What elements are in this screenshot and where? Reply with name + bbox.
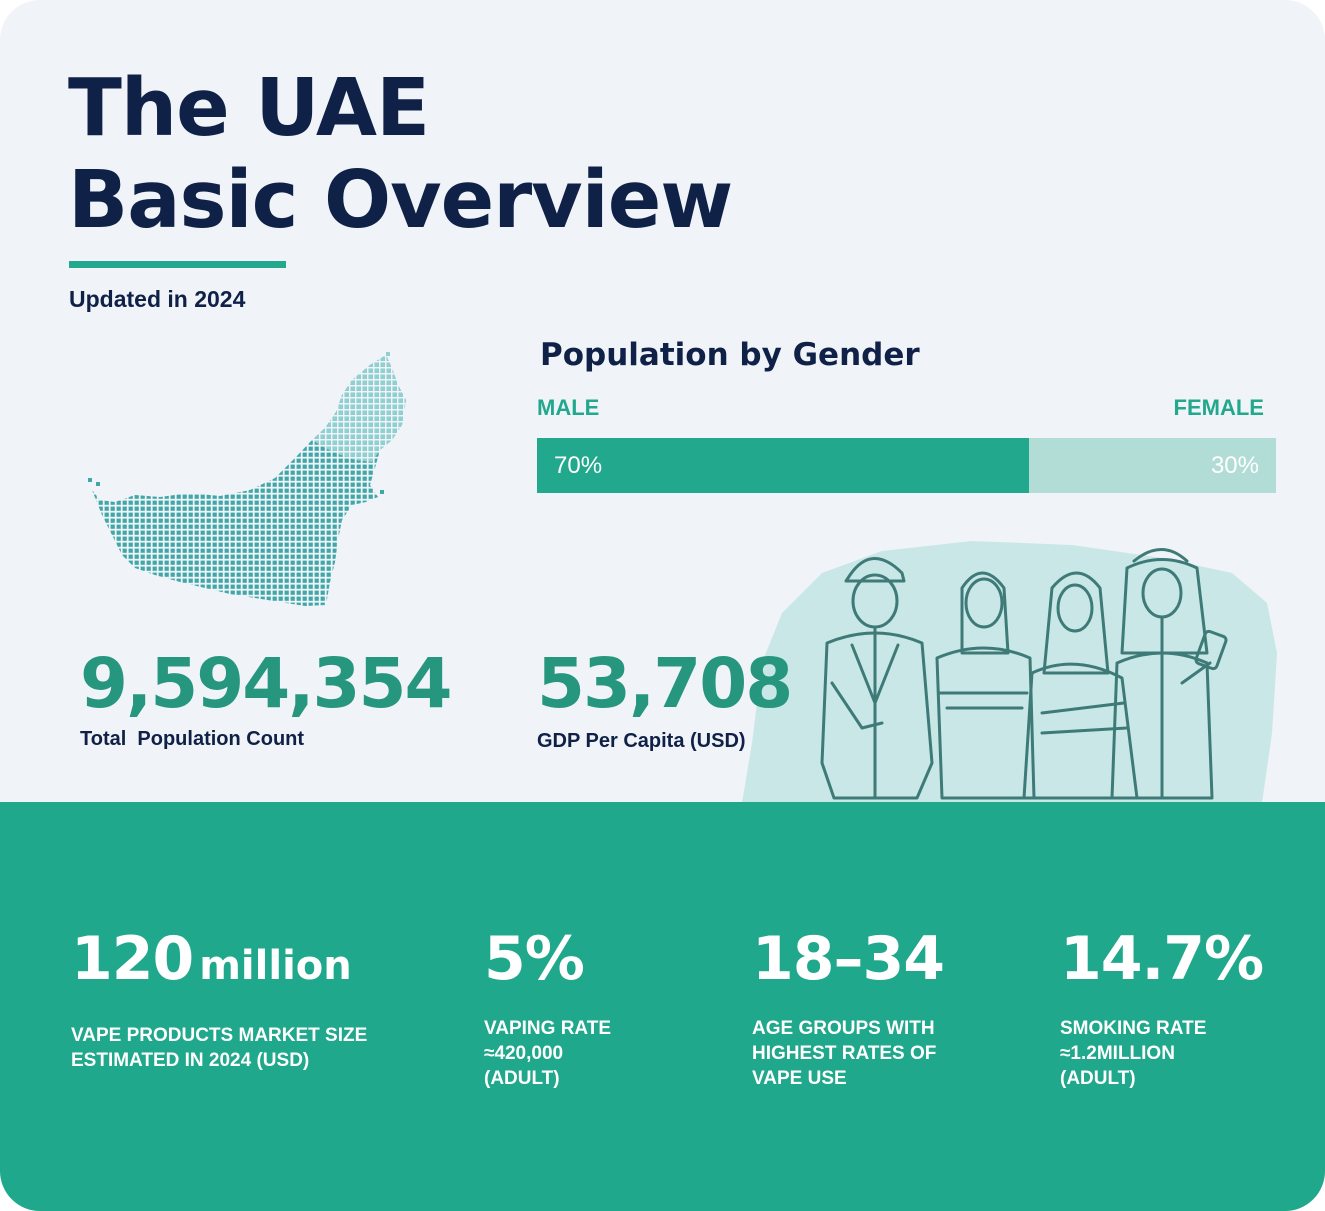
title-line-1: The UAE [68, 62, 430, 154]
male-label: MALE [537, 395, 600, 420]
stats-panel [0, 802, 1325, 1211]
stat-desc-line: ESTIMATED IN 2024 (USD) [71, 1050, 310, 1071]
stat-desc-line: VAPE USE [752, 1068, 847, 1089]
updated-date: Updated in 2024 [69, 286, 246, 312]
stat-desc [71, 1023, 367, 1073]
stat-desc-line: AGE GROUPS WITH [752, 1018, 935, 1039]
stat-value: 5% [484, 924, 584, 994]
stat-desc [1060, 1016, 1263, 1091]
male-value: 70% [554, 452, 603, 479]
stat-value: 14.7% [1060, 924, 1264, 994]
page-title [68, 62, 732, 246]
stat-value: 18–34 [752, 924, 944, 994]
female-label: FEMALE [1173, 395, 1264, 420]
stat-desc-line: HIGHEST RATES OF [752, 1043, 937, 1064]
gender-bar [537, 438, 1276, 493]
gdp-label: GDP Per Capita (USD) [537, 730, 746, 752]
stat-desc [752, 1016, 944, 1091]
title-underline [69, 261, 286, 268]
female-value: 30% [1210, 452, 1259, 479]
stat-desc-line: VAPE PRODUCTS MARKET SIZE [71, 1025, 368, 1046]
stat-desc-line: (ADULT) [1060, 1068, 1136, 1089]
population-label: Total Population Count [80, 728, 305, 750]
title-line-2: Basic Overview [68, 154, 733, 246]
stat-desc [484, 1016, 611, 1091]
gdp-value: 53,708 [537, 644, 792, 724]
people-illustration-icon [742, 533, 1282, 803]
male-bar-fill [537, 438, 1029, 493]
stat-smoking-rate [1060, 924, 1263, 1091]
stat-number: 120 [71, 924, 194, 994]
uae-map-icon [80, 350, 410, 610]
stat-desc-line: VAPING RATE [484, 1018, 612, 1039]
stat-vaping-rate [484, 924, 611, 1091]
population-value: 9,594,354 [80, 644, 451, 724]
stat-market-size [71, 924, 367, 1073]
stat-desc-line: (ADULT) [484, 1068, 560, 1089]
stat-desc-line: ≈420,000 [484, 1043, 564, 1064]
stat-desc-line: ≈1.2MILLION [1060, 1043, 1175, 1064]
gender-title: Population by Gender [540, 337, 920, 373]
stat-age-groups [752, 924, 944, 1091]
stat-desc-line: SMOKING RATE [1060, 1018, 1207, 1039]
stat-unit: million [199, 943, 352, 989]
stat-value [71, 924, 367, 1001]
